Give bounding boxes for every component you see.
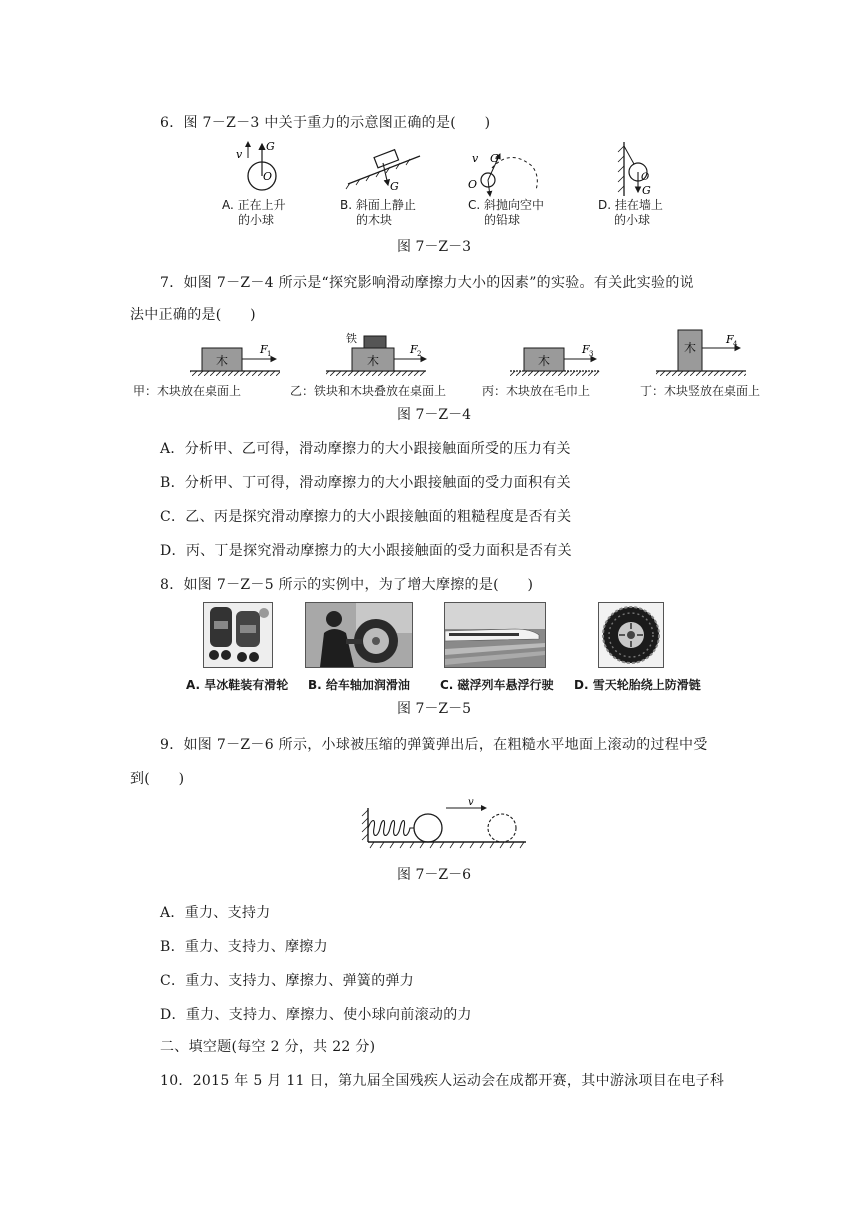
force-label: F [410, 343, 418, 356]
option-d-caption-line1: D. 挂在墙上 [598, 198, 663, 212]
photo-maglev-train [444, 602, 546, 668]
g-label: G [266, 140, 275, 153]
spring-ball-figure [360, 798, 530, 850]
wood-block-label: 木 [538, 354, 551, 368]
force-subscript: 2 [417, 350, 422, 358]
panel-jia-caption: 甲：木块放在桌面上 [133, 384, 242, 398]
option-d-caption-line2: 的小球 [614, 213, 651, 227]
question-8-stem: 8．如图 7－Z－5 所示的实例中，为了增大摩擦的是( ) [160, 577, 534, 593]
photo-d-caption: D. 雪天轮胎绕上防滑链 [574, 678, 701, 692]
panel-ding-caption: 丁：木块竖放在桌面上 [640, 384, 761, 398]
figure-caption-7-z-4: 图 7－Z－4 [397, 407, 471, 423]
diagram-a-rising-ball [236, 140, 276, 190]
diagram-d-hanging-ball [618, 142, 651, 197]
diagram-b-block-on-slope [346, 150, 420, 193]
q9-choice-c: C．重力、支持力、摩擦力、弹簧的弹力 [160, 973, 415, 989]
force-label: F [582, 343, 590, 356]
q9-choice-d: D．重力、支持力、摩擦力、使小球向前滚动的力 [160, 1007, 472, 1023]
section-2-heading: 二、填空题(每空 2 分，共 22 分) [160, 1039, 376, 1055]
photo-car-axle-lubrication [305, 602, 413, 668]
photo-c-caption: C. 磁浮列车悬浮行驶 [440, 678, 554, 692]
question-9-stem-line2: 到( ) [130, 771, 185, 787]
q7-choice-b: B．分析甲、丁可得，滑动摩擦力的大小跟接触面的受力面积有关 [160, 475, 571, 491]
force-subscript: 1 [267, 350, 272, 358]
question-9-stem-line1: 9．如图 7－Z－6 所示，小球被压缩的弹簧弹出后，在粗糙水平地面上滚动的过程中受 [160, 737, 708, 753]
g-label: G [390, 180, 399, 193]
question-7-stem-line2: 法中正确的是( ) [130, 307, 256, 323]
iron-block-label: 铁 [346, 332, 357, 345]
force-subscript: 4 [733, 340, 738, 348]
panel-yi-caption: 乙：铁块和木块叠放在桌面上 [290, 384, 447, 398]
g-label: G [642, 184, 651, 197]
photo-b-caption: B. 给车轴加润滑油 [308, 678, 410, 692]
gravity-diagram-figure [210, 138, 690, 200]
photo-a-caption: A. 旱冰鞋装有滑轮 [186, 678, 289, 692]
wood-block-label: 木 [216, 354, 229, 368]
g-label: G [490, 152, 499, 165]
photo-snow-chain-tire [598, 602, 664, 668]
figure-caption-7-z-3: 图 7－Z－3 [397, 239, 471, 255]
panel-jia [190, 343, 280, 376]
o-label: O [641, 172, 650, 183]
force-label: F [726, 333, 734, 346]
panel-bing [510, 343, 600, 376]
friction-experiment-figure [180, 328, 780, 378]
option-b-caption-line1: B. 斜面上静止 [340, 198, 416, 212]
option-c-caption-line2: 的铅球 [484, 213, 521, 227]
question-6-stem: 6．图 7－Z－3 中关于重力的示意图正确的是( ) [160, 115, 491, 131]
option-b-caption-line2: 的木块 [356, 213, 393, 227]
photo-roller-skates [203, 602, 273, 668]
q7-choice-d: D．丙、丁是探究滑动摩擦力的大小跟接触面的受力面积是否有关 [160, 543, 572, 559]
wood-block-label: 木 [367, 354, 380, 368]
force-label: F [260, 343, 268, 356]
o-label: O [263, 170, 273, 183]
option-c-caption-line1: C. 斜抛向空中 [468, 198, 545, 212]
question-10-stem-line1: 10．2015 年 5 月 11 日，第九届全国残疾人运动会在成都开赛，其中游泳项目在电子科 [160, 1073, 725, 1089]
figure-caption-7-z-5: 图 7－Z－5 [397, 701, 471, 717]
question-7-stem-line1: 7．如图 7－Z－4 所示是“探究影响滑动摩擦力大小的因素”的实验。有关此实验的说 [160, 275, 694, 291]
option-a-caption-line2: 的小球 [238, 213, 275, 227]
o-label: O [468, 178, 478, 191]
wood-block-label: 木 [684, 341, 697, 355]
diagram-c-thrown-shot [468, 152, 537, 196]
v-label: v [472, 152, 479, 165]
velocity-label: v [468, 798, 474, 808]
panel-ding [656, 330, 746, 376]
figure-caption-7-z-6: 图 7－Z－6 [397, 867, 471, 883]
force-subscript: 3 [589, 350, 594, 358]
panel-bing-caption: 丙：木块放在毛巾上 [482, 384, 591, 398]
q7-choice-a: A．分析甲、乙可得，滑动摩擦力的大小跟接触面所受的压力有关 [160, 441, 571, 457]
panel-yi [326, 331, 426, 376]
option-a-caption-line1: A. 正在上升 [222, 198, 286, 212]
q9-choice-b: B．重力、支持力、摩擦力 [160, 939, 328, 955]
q7-choice-c: C．乙、丙是探究滑动摩擦力的大小跟接触面的粗糙程度是否有关 [160, 509, 572, 525]
q9-choice-a: A．重力、支持力 [160, 905, 271, 921]
v-label: v [236, 148, 243, 161]
